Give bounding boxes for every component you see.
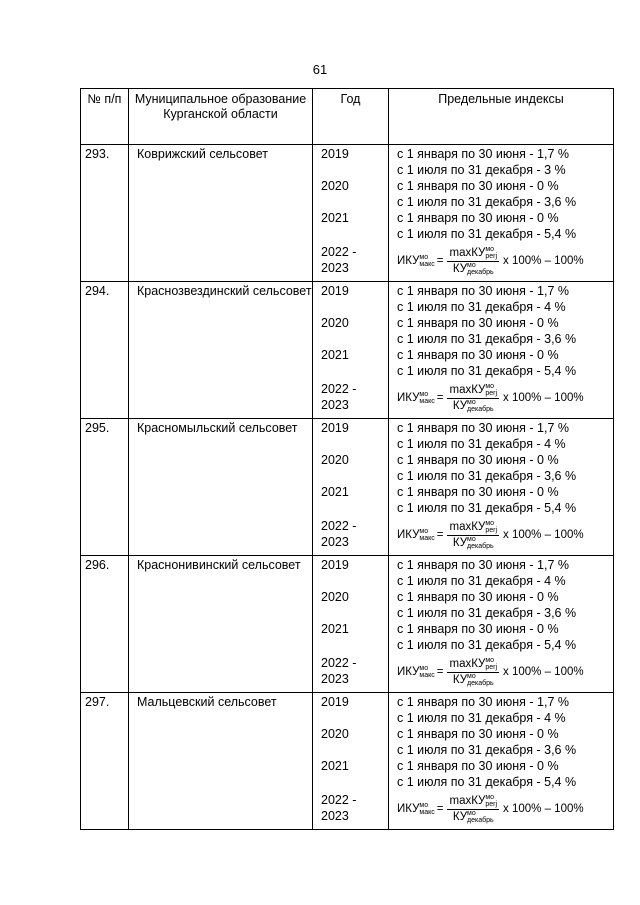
index-formula: ИКУ мо макс = maxКУ мо perj КУ мо декабрь x 100% – 100% [397,520,584,550]
years-cell [313,419,389,556]
formula-denominator: КУ мо декабрь [452,261,494,276]
year-2021: 2021 [321,759,349,773]
index-line: с 1 июля по 31 декабря - 4 % [397,437,566,451]
index-line: с 1 июля по 31 декабря - 3,6 % [397,606,577,620]
year-2019: 2019 [321,558,349,572]
formula-numerator: maxКУ мо perj [449,246,498,261]
formula-numerator: maxКУ мо perj [449,520,498,535]
indices-cell [389,282,614,419]
header-year: Год [313,89,389,145]
year-2019: 2019 [321,421,349,435]
formula-denominator: КУ мо декабрь [452,535,494,550]
formula-lhs: ИКУ мо макс [397,802,435,816]
formula-lhs: ИКУ мо макс [397,254,435,268]
index-line: с 1 июля по 31 декабря - 5,4 % [397,501,577,515]
index-line: с 1 июля по 31 декабря - 5,4 % [397,638,577,652]
year-2022-2023 [313,379,388,413]
header-number: № п/п [81,89,129,145]
year-2022-2023 [313,653,388,687]
index-formula: ИКУ мо макс = maxКУ мо perj КУ мо декабрь x 100% – 100% [397,383,584,413]
index-line: с 1 января по 30 июня - 0 % [397,179,559,193]
page-number: 61 [312,62,328,77]
index-line: с 1 января по 30 июня - 0 % [397,348,559,362]
indices-cell [389,419,614,556]
year-2020: 2020 [321,453,349,467]
year-2019: 2019 [321,695,349,709]
formula-denominator: КУ мо декабрь [452,672,494,687]
year-2021: 2021 [321,348,349,362]
index-line: с 1 января по 30 июня - 0 % [397,590,559,604]
row-number: 293. [81,145,129,282]
table-row [81,282,614,419]
formula-lhs: ИКУ мо макс [397,665,435,679]
table-header-row [81,89,614,145]
formula-numerator: maxКУ мо perj [449,657,498,672]
year-range-end: 2023 [321,672,349,686]
formula-fraction [447,520,499,549]
table-row [81,556,614,693]
municipality-name: Коврижский сельсовет [129,145,313,282]
year-range-end: 2023 [321,535,349,549]
index-line: с 1 января по 30 июня - 0 % [397,622,559,636]
index-line: с 1 июля по 31 декабря - 4 % [397,711,566,725]
municipality-name: Краснонивинский сельсовет [129,556,313,693]
year-range-start: 2022 - [321,245,357,259]
year-2021: 2021 [321,211,349,225]
indices-cell [389,693,614,830]
year-2021: 2021 [321,485,349,499]
index-line: с 1 июля по 31 декабря - 4 % [397,300,566,314]
year-range-start: 2022 - [321,656,357,670]
index-line: с 1 января по 30 июня - 1,7 % [397,695,569,709]
year-range-end: 2023 [321,398,349,412]
year-range-end: 2023 [321,261,349,275]
years-cell [313,282,389,419]
year-2021: 2021 [321,622,349,636]
index-line: с 1 января по 30 июня - 0 % [397,759,559,773]
formula-fraction [447,657,499,686]
year-range-start: 2022 - [321,382,357,396]
table-body [81,145,614,830]
index-line: с 1 января по 30 июня - 0 % [397,316,559,330]
index-line: с 1 июля по 31 декабря - 4 % [397,574,566,588]
formula-lhs: ИКУ мо макс [397,391,435,405]
year-2020: 2020 [321,727,349,741]
table-row [81,145,614,282]
formula-numerator: maxКУ мо perj [449,383,498,398]
year-range-end: 2023 [321,809,349,823]
index-line: с 1 июля по 31 декабря - 5,4 % [397,364,577,378]
year-2020: 2020 [321,590,349,604]
formula-lhs: ИКУ мо макс [397,528,435,542]
years-cell [313,693,389,830]
formula-fraction [447,794,499,823]
year-2019: 2019 [321,284,349,298]
index-line: с 1 января по 30 июня - 1,7 % [397,284,569,298]
index-line: с 1 июля по 31 декабря - 5,4 % [397,775,577,789]
table-row [81,419,614,556]
year-2019: 2019 [321,147,349,161]
index-line: с 1 января по 30 июня - 1,7 % [397,558,569,572]
index-formula: ИКУ мо макс = maxКУ мо perj КУ мо декабрь x 100% – 100% [397,246,584,276]
formula-numerator: maxКУ мо perj [449,794,498,809]
index-line: с 1 июля по 31 декабря - 3,6 % [397,743,577,757]
header-indices: Предельные индексы [389,89,614,145]
index-line: с 1 июля по 31 декабря - 3 % [397,163,566,177]
index-formula: ИКУ мо макс = maxКУ мо perj КУ мо декабрь x 100% – 100% [397,794,584,824]
index-line: с 1 января по 30 июня - 1,7 % [397,147,569,161]
indices-cell [389,556,614,693]
formula-fraction [447,383,499,412]
year-2020: 2020 [321,179,349,193]
year-2022-2023 [313,516,388,550]
year-2022-2023 [313,790,388,824]
row-number: 295. [81,419,129,556]
index-line: с 1 июля по 31 декабря - 5,4 % [397,227,577,241]
row-number: 294. [81,282,129,419]
year-2020: 2020 [321,316,349,330]
years-cell [313,556,389,693]
index-line: с 1 января по 30 июня - 0 % [397,211,559,225]
formula-denominator: КУ мо декабрь [452,398,494,413]
index-formula: ИКУ мо макс = maxКУ мо perj КУ мо декабрь x 100% – 100% [397,657,584,687]
years-cell [313,145,389,282]
municipality-name: Красномыльский сельсовет [129,419,313,556]
table-row [81,693,614,830]
indices-table [80,88,614,830]
municipality-name: Мальцевский сельсовет [129,693,313,830]
index-line: с 1 января по 30 июня - 1,7 % [397,421,569,435]
index-line: с 1 января по 30 июня - 0 % [397,453,559,467]
index-line: с 1 января по 30 июня - 0 % [397,485,559,499]
indices-cell [389,145,614,282]
year-range-start: 2022 - [321,793,357,807]
row-number: 296. [81,556,129,693]
index-line: с 1 января по 30 июня - 0 % [397,727,559,741]
index-line: с 1 июля по 31 декабря - 3,6 % [397,195,577,209]
index-line: с 1 июля по 31 декабря - 3,6 % [397,332,577,346]
formula-denominator: КУ мо декабрь [452,809,494,824]
header-municipality: Муниципальное образование Курганской области [129,89,313,145]
year-range-start: 2022 - [321,519,357,533]
formula-fraction [447,246,499,275]
row-number: 297. [81,693,129,830]
index-line: с 1 июля по 31 декабря - 3,6 % [397,469,577,483]
year-2022-2023 [313,242,388,276]
municipality-name: Краснозвездинский сельсовет [129,282,313,419]
